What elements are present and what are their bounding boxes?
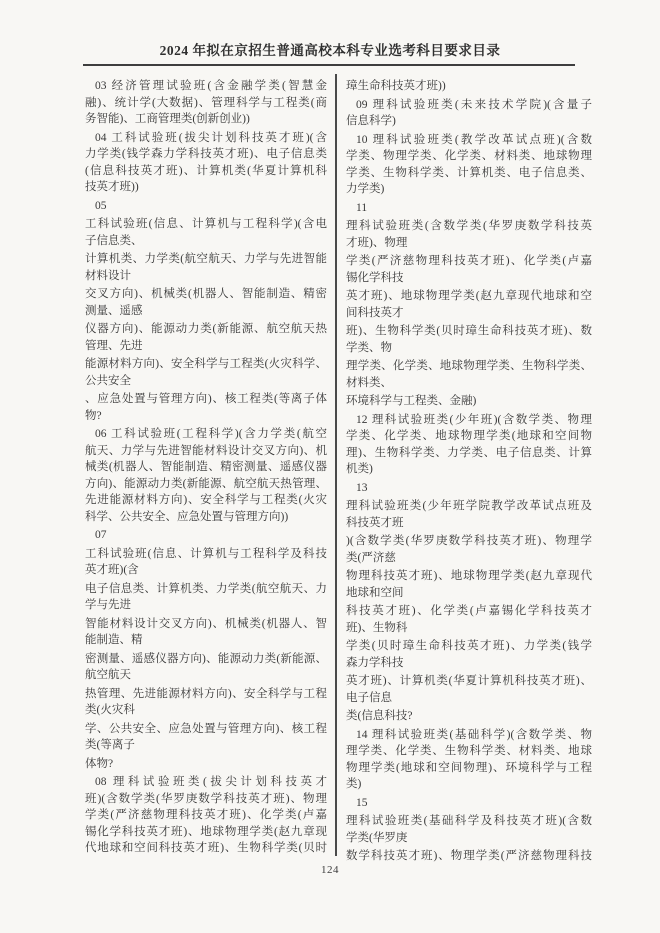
text-line: 学与先进 xyxy=(85,599,131,611)
text-line: 理)、生物科学类、力学类、电子信息类、计算 xyxy=(346,446,592,459)
text-line: 13 xyxy=(356,481,368,494)
text-line: 班)、生物科 xyxy=(346,621,408,634)
text-line: 热管理、先进能源材料方向)、安全科学与工程 xyxy=(85,687,327,700)
text-line: 类(等离子 xyxy=(85,739,135,751)
text-line: 方向)、能源动力类(新能源、航空航天热管理、 xyxy=(85,477,327,490)
text-line: 信息科学) xyxy=(346,115,396,127)
left-column xyxy=(85,78,327,862)
text-line: 子信息类、 xyxy=(85,234,143,247)
text-line: 学类、生物科学类、计算机类、电子信息类、 xyxy=(346,166,592,179)
text-line: 15 xyxy=(356,796,368,809)
text-line: 10 理科试验班类(教学改革试点班)(含数 xyxy=(356,133,592,146)
text-line: 体物? xyxy=(85,757,114,770)
text-line: 学类、物理学类、化学类、材料类、地球物理 xyxy=(346,150,592,162)
text-line: 材料设计 xyxy=(85,269,131,282)
text-line: 计算机类、力学类(航空航天、力学与先进智能 xyxy=(85,253,327,265)
text-line: 理科试验班类(少年班学院教学改革试点班及 xyxy=(346,500,592,512)
text-line: 学类(华罗庚 xyxy=(346,831,408,844)
text-line: 技英才班)) xyxy=(85,181,139,193)
text-line: 物? xyxy=(85,409,102,422)
text-line: 工科试验班(信息、计算机与工程科学及科技 xyxy=(85,547,327,560)
text-line: 类(信息科技? xyxy=(346,710,413,722)
text-line: 04 工科试验班(拔尖计划科技英才班)(含 xyxy=(95,131,327,144)
text-line: 03 经济管理试验班(含金融学类(智慧金 xyxy=(95,80,327,92)
text-line: 物理科技英才班)、地球物理学类(赵九章现代 xyxy=(346,570,592,582)
text-line: 、应急处置与管理方向)、核工程类(等离子体 xyxy=(85,393,327,405)
text-line: 科技英才班)、化学类(卢嘉锡化学科技英才 xyxy=(346,605,592,617)
text-line: 能源材料方向)、安全科学与工程类(火灾科学、 xyxy=(85,358,327,370)
title-rule-divider xyxy=(83,64,575,66)
text-line: 07 xyxy=(95,529,107,541)
text-line: 学类、化学类、地球物理学类(地球和空间物 xyxy=(346,430,592,442)
text-line: 先进能源材料方向)、安全科学与工程类(火灾 xyxy=(85,494,327,506)
text-line: 航天、力学与先进智能材料设计交叉方向)、机 xyxy=(85,444,327,457)
right-column xyxy=(346,78,592,862)
text-line: 英才班)、计算机类(华夏计算机科技英才班)、 xyxy=(346,675,592,687)
text-line: 班)、生物科学类(贝时璋生命科技英才班)、数 xyxy=(346,325,592,337)
text-line: 管理、先进 xyxy=(85,339,143,352)
text-line: 智能材料设计交叉方向)、机械类(机器人、智 xyxy=(85,617,327,630)
text-line: 学类(贝时璋生命科技英才班)、力学类(钱学 xyxy=(346,640,592,652)
text-line: 06 工科试验班(工程科学)(含力学类(航空 xyxy=(95,428,327,440)
text-line: 理科试验班类(含数学类(华罗庚数学科技英 xyxy=(346,220,592,232)
text-line: 航空航天 xyxy=(85,669,131,681)
text-line: 理科试验班类(基础科学及科技英才班)(含数 xyxy=(346,815,592,827)
text-line: 能制造、精 xyxy=(85,634,143,646)
text-line: 学类、物 xyxy=(346,341,392,354)
text-line: 类(严济慈 xyxy=(346,551,396,564)
text-line: 学类(严济慈物理科技英才班)、化学类(卢嘉 xyxy=(346,255,592,267)
text-line: 仪器方向)、能源动力类(新能源、航空航天热 xyxy=(85,323,327,335)
text-line: 材料类、 xyxy=(346,376,392,389)
text-line: 工科试验班(信息、计算机与工程科学)(含电 xyxy=(85,218,327,230)
text-line: 力学类(钱学森力学科技英才班)、电子信息类 xyxy=(85,148,327,160)
text-line: 05 xyxy=(95,199,107,212)
text-line: 数学科技英才班)、物理学类(严济慈物理科技 xyxy=(346,850,592,862)
text-line: 力学类) xyxy=(346,183,385,195)
text-line: 代地球和空间科技英才班)、生物科学类(贝时 xyxy=(85,842,327,854)
text-line: 融)、统计学(大数据)、管理科学与工程类(商 xyxy=(85,96,327,109)
text-line: 公共安全 xyxy=(85,374,131,387)
text-line: 学类(严济慈物理科技英才班)、化学类(卢嘉 xyxy=(85,809,327,821)
text-line: 测量、遥感 xyxy=(85,304,143,317)
text-line: 机类) xyxy=(346,463,373,475)
text-line: 锡化学科技 xyxy=(346,271,404,284)
text-line: 理学类、化学类、生物科学类、材料类、地球 xyxy=(346,745,592,757)
text-line: (信息科技英才班)、计算机类(华夏计算机科 xyxy=(85,164,327,177)
text-line: 11 xyxy=(356,201,368,214)
text-line: 交叉方向)、机械类(机器人、智能制造、精密 xyxy=(85,288,327,300)
text-line: 锡化学科技英才班)、地球物理学类(赵九章现 xyxy=(85,825,327,838)
text-line: 类) xyxy=(346,778,362,790)
text-line: 密测量、遥感仪器方向)、能源动力类(新能源、 xyxy=(85,652,327,665)
text-line: 理学类、化学类、地球物理学类、生物科学类、 xyxy=(346,360,592,372)
text-line: 班)(含数学类(华罗庚数学科技英才班)、物理 xyxy=(85,792,327,805)
text-line: 间科技英才 xyxy=(346,306,404,319)
text-line: 物理学类(地球和空间物理)、环境科学与工程 xyxy=(346,761,592,774)
text-line: 务智能)、工商管理类(创新创业)) xyxy=(85,113,250,125)
page-number: 124 xyxy=(321,864,339,876)
text-line: 森力学科技 xyxy=(346,656,404,669)
text-line: 14 理科试验班类(基础科学)(含数学类、物 xyxy=(356,728,592,741)
text-line: 科技英才班 xyxy=(346,516,404,529)
text-line: )(含数学类(华罗庚数学科技英才班)、物理学 xyxy=(346,535,592,547)
text-line: 地球和空间 xyxy=(346,586,404,599)
text-line: 08 理科试验班类(拔尖计划科技英才 xyxy=(95,776,327,788)
text-line: 才班)、物理 xyxy=(346,236,408,249)
text-line: 环境科学与工程类、金融) xyxy=(346,395,477,407)
text-line: 12 理科试验班类(少年班)(含数学类、物理 xyxy=(356,413,592,426)
text-line: 09 理科试验班类(未来技术学院)(含量子 xyxy=(356,98,592,111)
text-line: 学、公共安全、应急处置与管理方向)、核工程 xyxy=(85,722,327,735)
text-line: 英才班)、地球物理学类(赵九章现代地球和空 xyxy=(346,290,592,302)
text-line: 璋生命科技英才班)) xyxy=(346,80,446,92)
text-line: 械类(机器人、智能制造、精密测量、遥感仪器 xyxy=(85,461,327,473)
text-line: 电子信息类、计算机类、力学类(航空航天、力 xyxy=(85,582,327,595)
text-line: 科学、公共安全、应急处置与管理方向)) xyxy=(85,510,289,523)
text-line: 类(火灾科 xyxy=(85,704,135,716)
text-line: 电子信息 xyxy=(346,691,392,704)
page-title: 2024 年拟在京招生普通高校本科专业选考科目要求目录 xyxy=(159,43,501,58)
column-divider xyxy=(335,74,337,856)
text-line: 英才班)(含 xyxy=(85,564,139,576)
